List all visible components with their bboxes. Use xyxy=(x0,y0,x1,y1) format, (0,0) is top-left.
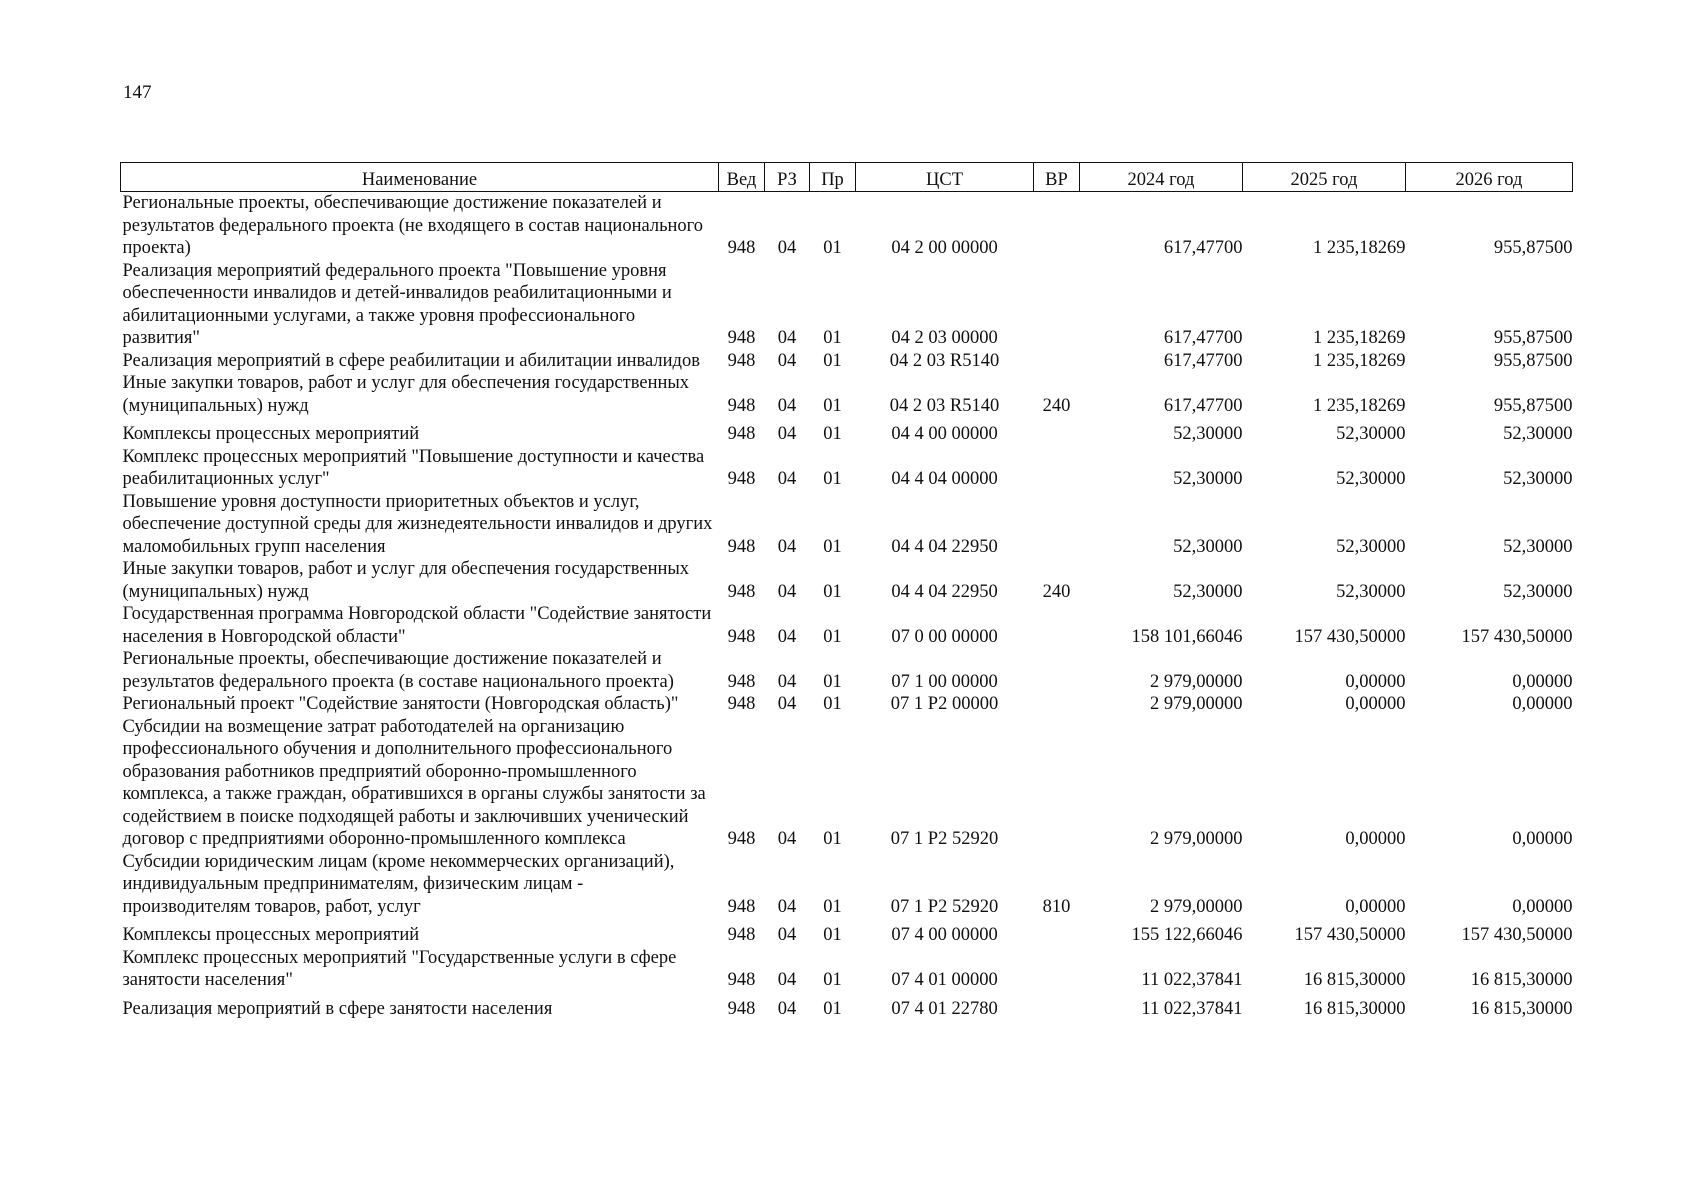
page-number: 147 xyxy=(123,82,152,103)
row-value-2026: 52,30000 xyxy=(1503,581,1573,602)
row-rz: 04 xyxy=(777,998,797,1019)
row-cst: 07 4 01 22780 xyxy=(891,998,998,1019)
row-rz: 04 xyxy=(777,469,797,489)
header-cst: ЦСТ xyxy=(856,163,1034,192)
row-value-2025: 1 235,18269 xyxy=(1313,328,1406,348)
row-pr: 01 xyxy=(823,694,842,714)
row-value-2026: 52,30000 xyxy=(1503,469,1573,489)
row-rz: 04 xyxy=(777,328,797,348)
row-cst: 04 2 03 R5140 xyxy=(889,395,1000,416)
row-value-2026: 157 430,50000 xyxy=(1461,925,1573,945)
row-rz: 04 xyxy=(777,671,797,692)
table-row xyxy=(121,417,1573,446)
row-value-2025: 1 235,18269 xyxy=(1313,350,1406,371)
row-vr xyxy=(1034,603,1080,648)
row-cst: 07 4 00 00000 xyxy=(891,925,998,945)
row-cst: 07 1 P2 52920 xyxy=(890,896,999,917)
row-name: Государственная программа Новгородской области "Содействие занятости населения в Новгородской области" xyxy=(122,604,712,647)
row-name: Повышение уровня доступности приоритетных объектов и услуг, обеспечение доступной среды для жизнедеятельности инвалидов и других маломобильных групп населения xyxy=(122,491,713,557)
table-row xyxy=(121,693,1573,716)
row-value-2026: 52,30000 xyxy=(1503,424,1573,444)
header-vr: ВР xyxy=(1034,163,1080,192)
row-value-2025: 157 430,50000 xyxy=(1294,626,1406,647)
row-value-2024: 52,30000 xyxy=(1173,581,1243,602)
row-value-2025: 0,00000 xyxy=(1345,829,1406,849)
row-value-2025: 52,30000 xyxy=(1336,469,1406,489)
row-vr xyxy=(1034,491,1080,559)
row-rz: 04 xyxy=(777,626,797,647)
row-name: Субсидии юридическим лицам (кроме некоммерческих организаций), индивидуальным предпринимателям, физическим лицам - производителям товаров, работ, услуг xyxy=(122,851,675,917)
row-vr: 240 xyxy=(1042,581,1071,602)
row-pr: 01 xyxy=(823,536,842,557)
header-ved: Вед xyxy=(719,163,765,192)
table-row xyxy=(121,446,1573,491)
row-vr xyxy=(1034,716,1080,851)
row-value-2026: 0,00000 xyxy=(1512,694,1573,714)
row-pr: 01 xyxy=(823,238,842,258)
row-value-2026: 16 815,30000 xyxy=(1470,998,1573,1019)
row-ved: 948 xyxy=(727,970,756,990)
row-vr xyxy=(1034,446,1080,491)
row-cst: 07 1 P2 52920 xyxy=(890,829,999,849)
row-ved: 948 xyxy=(727,395,756,416)
table-row xyxy=(121,491,1573,559)
row-value-2025: 0,00000 xyxy=(1345,694,1406,714)
row-rz: 04 xyxy=(777,536,797,557)
row-name: Реализация мероприятий федерального проекта "Повышение уровня обеспеченности инвалидов и детей-инвалидов реабилитационными и абилитационными услугами, а также уровня профессионального развития" xyxy=(122,260,672,348)
row-vr xyxy=(1034,918,1080,947)
table-row xyxy=(121,918,1573,947)
row-rz: 04 xyxy=(777,694,797,714)
row-cst: 07 0 00 00000 xyxy=(891,626,998,647)
table-row xyxy=(121,947,1573,992)
row-value-2026: 0,00000 xyxy=(1512,671,1573,692)
row-value-2026: 955,87500 xyxy=(1493,395,1573,416)
row-name: Комплексы процессных мероприятий xyxy=(122,925,420,945)
row-value-2025: 16 815,30000 xyxy=(1303,998,1406,1019)
row-value-2025: 1 235,18269 xyxy=(1313,238,1406,258)
row-pr: 01 xyxy=(823,469,842,489)
row-value-2024: 2 979,00000 xyxy=(1150,829,1243,849)
row-value-2024: 617,47700 xyxy=(1163,238,1243,258)
row-rz: 04 xyxy=(777,925,797,945)
row-value-2026: 16 815,30000 xyxy=(1470,970,1573,990)
header-2024: 2024 год xyxy=(1080,163,1243,192)
row-cst: 04 2 00 00000 xyxy=(891,238,998,258)
row-value-2024: 52,30000 xyxy=(1173,424,1243,444)
header-name: Наименование xyxy=(121,163,719,192)
row-vr xyxy=(1034,192,1080,260)
table-row xyxy=(121,558,1573,603)
row-pr: 01 xyxy=(823,925,842,945)
row-value-2026: 955,87500 xyxy=(1493,238,1573,258)
row-value-2024: 52,30000 xyxy=(1173,469,1243,489)
header-2026: 2026 год xyxy=(1406,163,1573,192)
row-value-2024: 617,47700 xyxy=(1163,395,1243,416)
row-ved: 948 xyxy=(727,998,756,1019)
row-cst: 07 1 00 00000 xyxy=(891,671,998,692)
row-ved: 948 xyxy=(727,469,756,489)
row-ved: 948 xyxy=(727,328,756,348)
row-pr: 01 xyxy=(823,671,842,692)
row-pr: 01 xyxy=(823,896,842,917)
row-value-2024: 158 101,66046 xyxy=(1131,626,1243,647)
row-rz: 04 xyxy=(777,395,797,416)
row-value-2024: 11 022,37841 xyxy=(1141,970,1243,990)
row-value-2026: 955,87500 xyxy=(1493,328,1573,348)
row-pr: 01 xyxy=(823,424,842,444)
table-row xyxy=(121,851,1573,919)
row-cst: 07 1 P2 00000 xyxy=(890,694,999,714)
row-value-2026: 955,87500 xyxy=(1493,350,1573,371)
row-value-2024: 11 022,37841 xyxy=(1141,998,1243,1019)
row-ved: 948 xyxy=(727,925,756,945)
header-pr: Пр xyxy=(810,163,856,192)
row-vr xyxy=(1034,350,1080,373)
row-name: Региональные проекты, обеспечивающие достижение показателей и результатов федерального проекта (не входящего в состав национального проекта) xyxy=(122,193,704,258)
row-cst: 04 4 00 00000 xyxy=(891,424,998,444)
row-vr: 240 xyxy=(1042,395,1071,416)
row-ved: 948 xyxy=(727,626,756,647)
row-cst: 04 2 03 00000 xyxy=(891,328,998,348)
row-name: Иные закупки товаров, работ и услуг для обеспечения государственных (муниципальных) нужд xyxy=(122,373,690,416)
row-name: Реализация мероприятий в сфере реабилитации и абилитации инвалидов xyxy=(122,350,700,371)
table-row xyxy=(121,603,1573,648)
table-row xyxy=(121,350,1573,373)
row-value-2025: 1 235,18269 xyxy=(1313,395,1406,416)
table-row xyxy=(121,260,1573,350)
row-pr: 01 xyxy=(823,626,842,647)
row-ved: 948 xyxy=(727,694,756,714)
row-pr: 01 xyxy=(823,328,842,348)
row-ved: 948 xyxy=(727,896,756,917)
row-value-2026: 157 430,50000 xyxy=(1461,626,1573,647)
row-rz: 04 xyxy=(777,581,797,602)
row-value-2025: 52,30000 xyxy=(1336,536,1406,557)
row-pr: 01 xyxy=(823,829,842,849)
table-row xyxy=(121,192,1573,260)
row-pr: 01 xyxy=(823,350,842,371)
table-row xyxy=(121,372,1573,417)
row-ved: 948 xyxy=(727,581,756,602)
table-row xyxy=(121,648,1573,693)
row-ved: 948 xyxy=(727,350,756,371)
row-value-2024: 617,47700 xyxy=(1163,350,1243,371)
row-name: Региональный проект "Содействие занятости (Новгородская область)" xyxy=(122,694,679,714)
header-rz: РЗ xyxy=(765,163,810,192)
row-vr xyxy=(1034,992,1080,1021)
row-vr xyxy=(1034,947,1080,992)
row-pr: 01 xyxy=(823,970,842,990)
header-2025: 2025 год xyxy=(1243,163,1406,192)
table-body xyxy=(121,192,1573,1021)
row-rz: 04 xyxy=(777,238,797,258)
row-value-2025: 52,30000 xyxy=(1336,581,1406,602)
row-rz: 04 xyxy=(777,829,797,849)
row-pr: 01 xyxy=(823,998,842,1019)
row-vr xyxy=(1034,648,1080,693)
row-pr: 01 xyxy=(823,395,842,416)
row-ved: 948 xyxy=(727,424,756,444)
row-value-2024: 617,47700 xyxy=(1163,328,1243,348)
row-value-2026: 0,00000 xyxy=(1512,829,1573,849)
row-vr xyxy=(1034,417,1080,446)
row-cst: 04 4 04 00000 xyxy=(891,469,998,489)
row-name: Субсидии на возмещение затрат работодателей на организацию профессионального обучения и дополнительного профессионального образования работников предприятий оборонно-промышленного комплекса, а также граждан, обратившихся в органы службы занятости за содействием в поиске подходящей работы и заключивших ученический договор с предприятиями оборонно-промышленного комплекса xyxy=(122,716,706,849)
row-value-2024: 52,30000 xyxy=(1173,536,1243,557)
row-value-2024: 2 979,00000 xyxy=(1150,671,1243,692)
row-name: Реализация мероприятий в сфере занятости населения xyxy=(122,998,553,1019)
row-value-2025: 0,00000 xyxy=(1345,896,1406,917)
row-cst: 04 4 04 22950 xyxy=(891,581,998,602)
row-vr xyxy=(1034,260,1080,350)
row-rz: 04 xyxy=(777,424,797,444)
row-value-2026: 52,30000 xyxy=(1503,536,1573,557)
budget-table xyxy=(120,162,1573,1020)
row-name: Комплексы процессных мероприятий xyxy=(122,424,420,444)
row-vr: 810 xyxy=(1042,896,1071,917)
row-rz: 04 xyxy=(777,896,797,917)
row-name: Иные закупки товаров, работ и услуг для обеспечения государственных (муниципальных) нужд xyxy=(122,559,690,602)
row-vr xyxy=(1034,693,1080,716)
row-rz: 04 xyxy=(777,970,797,990)
row-value-2024: 2 979,00000 xyxy=(1150,694,1243,714)
row-value-2025: 52,30000 xyxy=(1336,424,1406,444)
row-value-2024: 2 979,00000 xyxy=(1150,896,1243,917)
row-ved: 948 xyxy=(727,238,756,258)
row-pr: 01 xyxy=(823,581,842,602)
row-value-2025: 0,00000 xyxy=(1345,671,1406,692)
table-row xyxy=(121,716,1573,851)
row-cst: 04 2 03 R5140 xyxy=(889,350,1000,371)
row-name: Комплекс процессных мероприятий "Повышение доступности и качества реабилитационных услуг" xyxy=(122,446,705,489)
row-name: Региональные проекты, обеспечивающие достижение показателей и результатов федерального проекта (в составе национального проекта) xyxy=(122,649,674,692)
row-value-2025: 16 815,30000 xyxy=(1303,970,1406,990)
row-cst: 04 4 04 22950 xyxy=(891,536,998,557)
row-cst: 07 4 01 00000 xyxy=(891,970,998,990)
row-rz: 04 xyxy=(777,350,797,371)
row-name: Комплекс процессных мероприятий "Государственные услуги в сфере занятости населения" xyxy=(122,947,677,990)
row-value-2025: 157 430,50000 xyxy=(1294,925,1406,945)
row-ved: 948 xyxy=(727,536,756,557)
row-value-2026: 0,00000 xyxy=(1512,896,1573,917)
row-ved: 948 xyxy=(727,829,756,849)
table-header xyxy=(121,163,1573,192)
row-value-2024: 155 122,66046 xyxy=(1131,925,1243,945)
row-ved: 948 xyxy=(727,671,756,692)
table-row xyxy=(121,992,1573,1021)
